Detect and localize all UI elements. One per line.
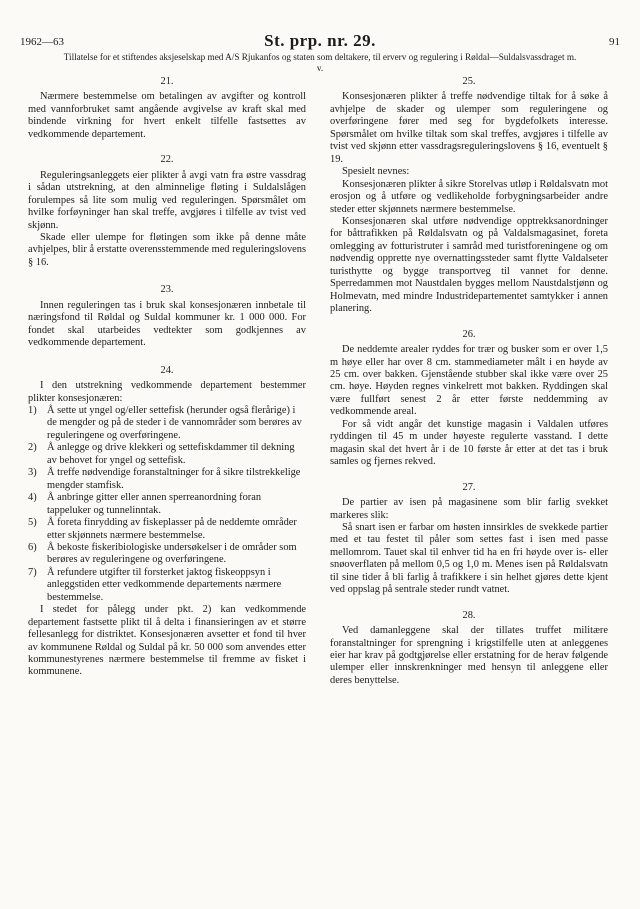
section-27-paragraph-2: Så snart isen er farbar om høsten innsirkles de svekkede partier med et tau festet til påler som settes fast i isen med passe mellomrom. Tauet skal til enhver tid ha en fri høyde over is- eller snøoverflaten på mellom 0,5 og 1,0 m. Menes isen på Røldalsvatn til sine tider å bli farlig å trafikkere i sin helhet gjøres dette kjent ved oppslag på sentrale steder rundt vatnet. — [330, 521, 608, 596]
right-column — [330, 76, 608, 687]
section-25-paragraph-3: Konsesjonæren plikter å sikre Storelvas utløp i Røldalsvatn mot erosjon og å utføre og vedlikeholde forbygningsarbeider andre steder etter skjønnets nærmere bestemmelse. — [330, 178, 608, 215]
section-23-paragraph: Innen reguleringen tas i bruk skal konsesjonæren innbetale til næringsfond til Røldal og Suldal kommuner kr. 1 000 000. For fondet skal utarbeides vedtekter som godkjennes av vedkommende departement. — [28, 299, 306, 349]
list-item: 7) Å refundere utgifter til forsterket jaktog fiskeoppsyn i anleggstiden etter vedkommende departements nærmere bestemmelse. — [28, 566, 282, 603]
section-number-22: 22. — [160, 154, 174, 166]
section-24-paragraph-2: I stedet for pålegg under pkt. 2) kan vedkommende departement fastsette plikt til å delta i finansieringen av et større fellesanlegg for distriktet. Konsesjonæren avsetter et fond til hver av kommunene Røldal og Suldal på kr. 50 000 som anvendes etter kommunestyrenes nærmere bestemmelse til fremme av fisket i kommunene. — [28, 604, 306, 678]
section-22-paragraph-1: Reguleringsanleggets eier plikter å avgi vatn fra østre vassdrag i sådan utstrekning, at den alminnelige fløting i Suldalslågen forulempes så lite som mulig ved reguleringen. Spørsmålet om hvilke forføyninger han skal treffe, avgjøres i tilfelle av tvist ved skjønn. — [28, 169, 306, 231]
section-number-24: 24. — [160, 364, 174, 376]
section-22-paragraph-2: Skade eller ulempe for fløtingen som ikke på denne måte avhjelpes, blir å erstatte overensstemmende med reguleringslovens § 16. — [28, 231, 306, 268]
section-number-26: 26. — [462, 328, 476, 340]
list-item: 1) Å sette ut yngel og/eller settefisk (herunder også flerårige) i de mengder og på de steder i de vannområder som berøres av reguleringene og overføringene. — [28, 404, 302, 441]
section-26-paragraph-2: For så vidt angår det kunstige magasin i Valdalen utføres ryddingen til 45 m under høyeste regulerte vasstand. I dette magasin skal det hvert år i de 10 første år etter at det tas i bruk samles og fjernes rekved. — [330, 418, 608, 468]
page-number: 91 — [609, 36, 620, 48]
section-number-21: 21. — [160, 76, 174, 87]
header-year: 1962—63 — [20, 36, 64, 48]
section-number-23: 23. — [160, 284, 174, 296]
list-item: 6) Å bekoste fiskeribiologiske undersøkelser i de områder som berøres av reguleringene og overføringene. — [28, 541, 297, 566]
section-25-paragraph-2: Spesielt nevnes: — [342, 166, 410, 178]
section-25-paragraph-1: Konsesjonæren plikter å treffe nødvendige tiltak for å søke å avhjelpe de skader og ulemper som reguleringene og overføringene fører med seg for bygdefolkets interesse. Spørsmålet om hvilke tiltak som skal treffes, avgjøres i tilfelle av tvist ved skjønn etter vassdragsreguleringslovens § 16, eventuelt § 19. — [330, 91, 608, 165]
section-21-paragraph: Nærmere bestemmelse om betalingen av avgifter og kontroll med vannforbruket samt angående avgivelse av kraft skal med bindende virkning for hvert enkelt tilfelle fastsettes av vedkommende departement. — [28, 91, 306, 140]
section-26-paragraph-1: De neddemte arealer ryddes for trær og busker som er over 1,5 m høye eller har over 8 cm. stammediameter målt i en høyde av 25 cm. over bakken. Gjenstående stubber skal ikke være over 25 cm. høye. Høyden regnes vinkelrett mot bakken. Ryddingen skal være fullført senest 2 år etter første neddemming av vedkommende areal. — [330, 344, 608, 418]
section-25-paragraph-4: Konsesjonæren skal utføre nødvendige opptrekksanordninger for båttrafikken på Røldalsvatn og på Valdalsmagasinet, foreta omlegging av fotturistruter i samråd med turistforeningene og om nødvendig opprette nye overnattingssteder samt flytte Valdalseter turisthytte og bygge transportveg til vannet for denne. Sperredammen mot Naustdalen bygges mellom Naustdalstjønn og Holmevatn, med mindre Industridepartementet samtykker i annen planering. — [330, 215, 608, 315]
section-28-paragraph: Ved damanleggene skal der tillates truffet militære foranstaltninger for sprengning i krigstilfelle uten at anleggenes eier har krav på godtgjørelse eller erstatning for de herav følgende ulemper eller innskrenkninger med hensyn til anleggene eller deres benyttelse. — [330, 625, 608, 686]
section-number-25: 25. — [462, 76, 476, 87]
section-number-27: 27. — [462, 481, 476, 493]
left-column — [28, 76, 306, 679]
running-subtitle: Tillatelse for et stiftendes aksjeselskap med A/S Rjukanfos og staten som deltakere, til erverv og regulering i Røldal—Suldalsvassdraget m. v. — [63, 52, 577, 73]
list-item: 5) Å foreta finrydding av fiskeplasser på de neddemte områder etter skjønnets nærmere bestemmelse. — [28, 517, 297, 541]
section-24-intro: I den utstrekning vedkommende departement bestemmer plikter konsesjonæren: — [28, 380, 306, 404]
list-item: 4) Å anbringe gitter eller annen sperreanordning foran tappeluker og tunnelinntak. — [28, 492, 262, 516]
section-27-paragraph-1: De partier av isen på magasinene som blir farlig svekket markeres slik: — [330, 497, 608, 521]
page-title: St. prp. nr. 29. — [264, 31, 376, 50]
list-item: 2) Å anlegge og drive klekkeri og settefiskdammer til dekning av behovet for yngel og settefisk. — [28, 442, 295, 466]
section-24-list — [28, 405, 306, 604]
list-item: 3) Å treffe nødvendige foranstaltninger for å sikre tilstrekkelige mengder stamfisk. — [28, 467, 301, 491]
section-number-28: 28. — [462, 609, 476, 621]
